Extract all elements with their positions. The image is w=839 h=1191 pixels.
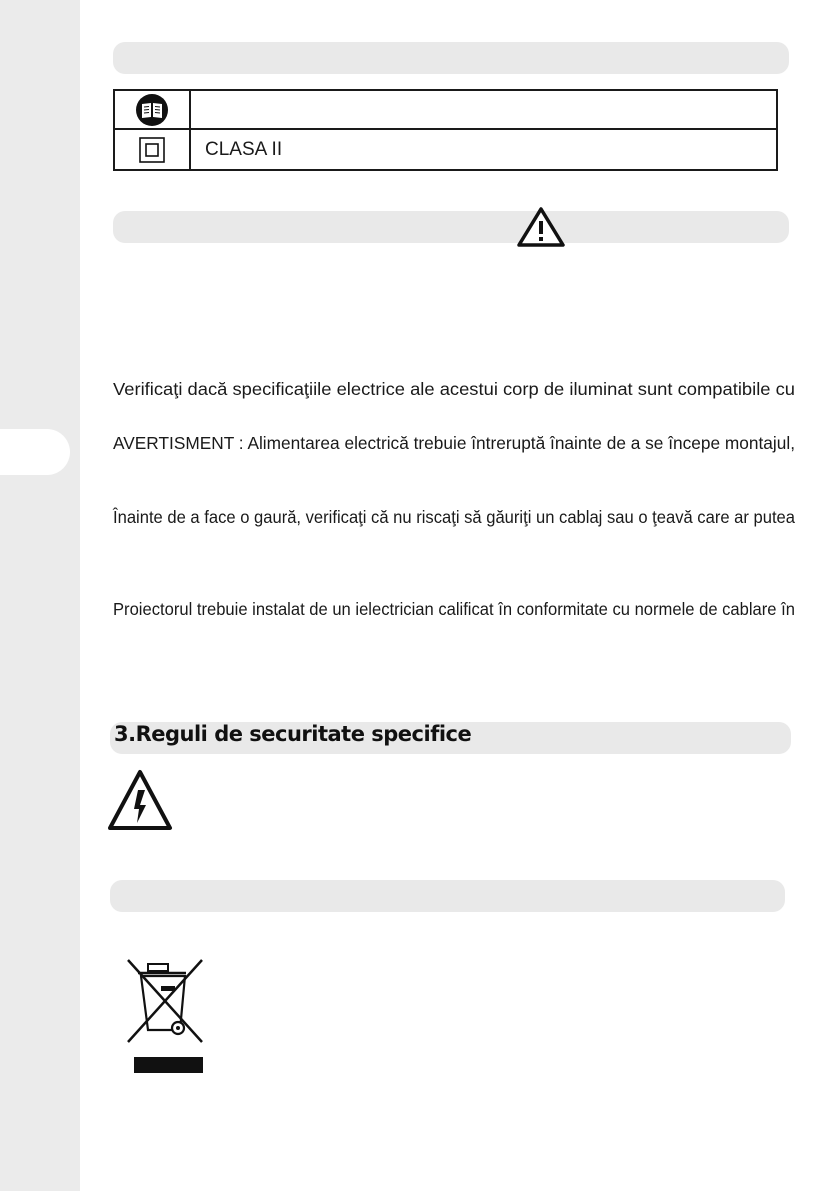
section-band-4 — [110, 880, 785, 912]
paragraph-1: Verificaţi dacă specificaţiile electrice ale acestui corp de iluminat sunt compatibile cu — [113, 379, 795, 399]
symbol-row-manual — [115, 91, 776, 130]
paragraph-3: Înainte de a face o gaură, verificaţi că nu riscaţi să găuriţi un cablaj sau o ţeavă care ar putea — [113, 507, 796, 527]
manual-book-icon — [135, 93, 169, 127]
section-band-2 — [113, 211, 789, 243]
symbol-cell — [115, 91, 191, 128]
electric-shock-warning-icon — [107, 769, 173, 831]
paragraph-4: Proiectorul trebuie instalat de un ielectrician calificat în conformitate cu normele de cablare în — [113, 599, 795, 619]
class-ii-double-square-icon — [139, 137, 165, 163]
crossed-out-wheelie-bin-icon — [124, 956, 206, 1048]
symbol-cell — [115, 130, 191, 169]
section-band-1 — [113, 42, 789, 74]
symbols-table — [113, 89, 778, 171]
symbol-text-class-ii: CLASA II — [205, 138, 283, 160]
chapter-tab — [0, 429, 70, 475]
symbol-row-class-ii — [115, 130, 776, 169]
warning-triangle-icon — [517, 207, 565, 247]
left-margin-bar — [0, 0, 80, 1191]
weee-black-bar — [134, 1057, 203, 1073]
section-heading: 3.Reguli de securitate specifice — [114, 722, 472, 746]
paragraph-2: AVERTISMENT : Alimentarea electrică trebuie întreruptă înainte de a se începe montajul, — [113, 433, 796, 453]
